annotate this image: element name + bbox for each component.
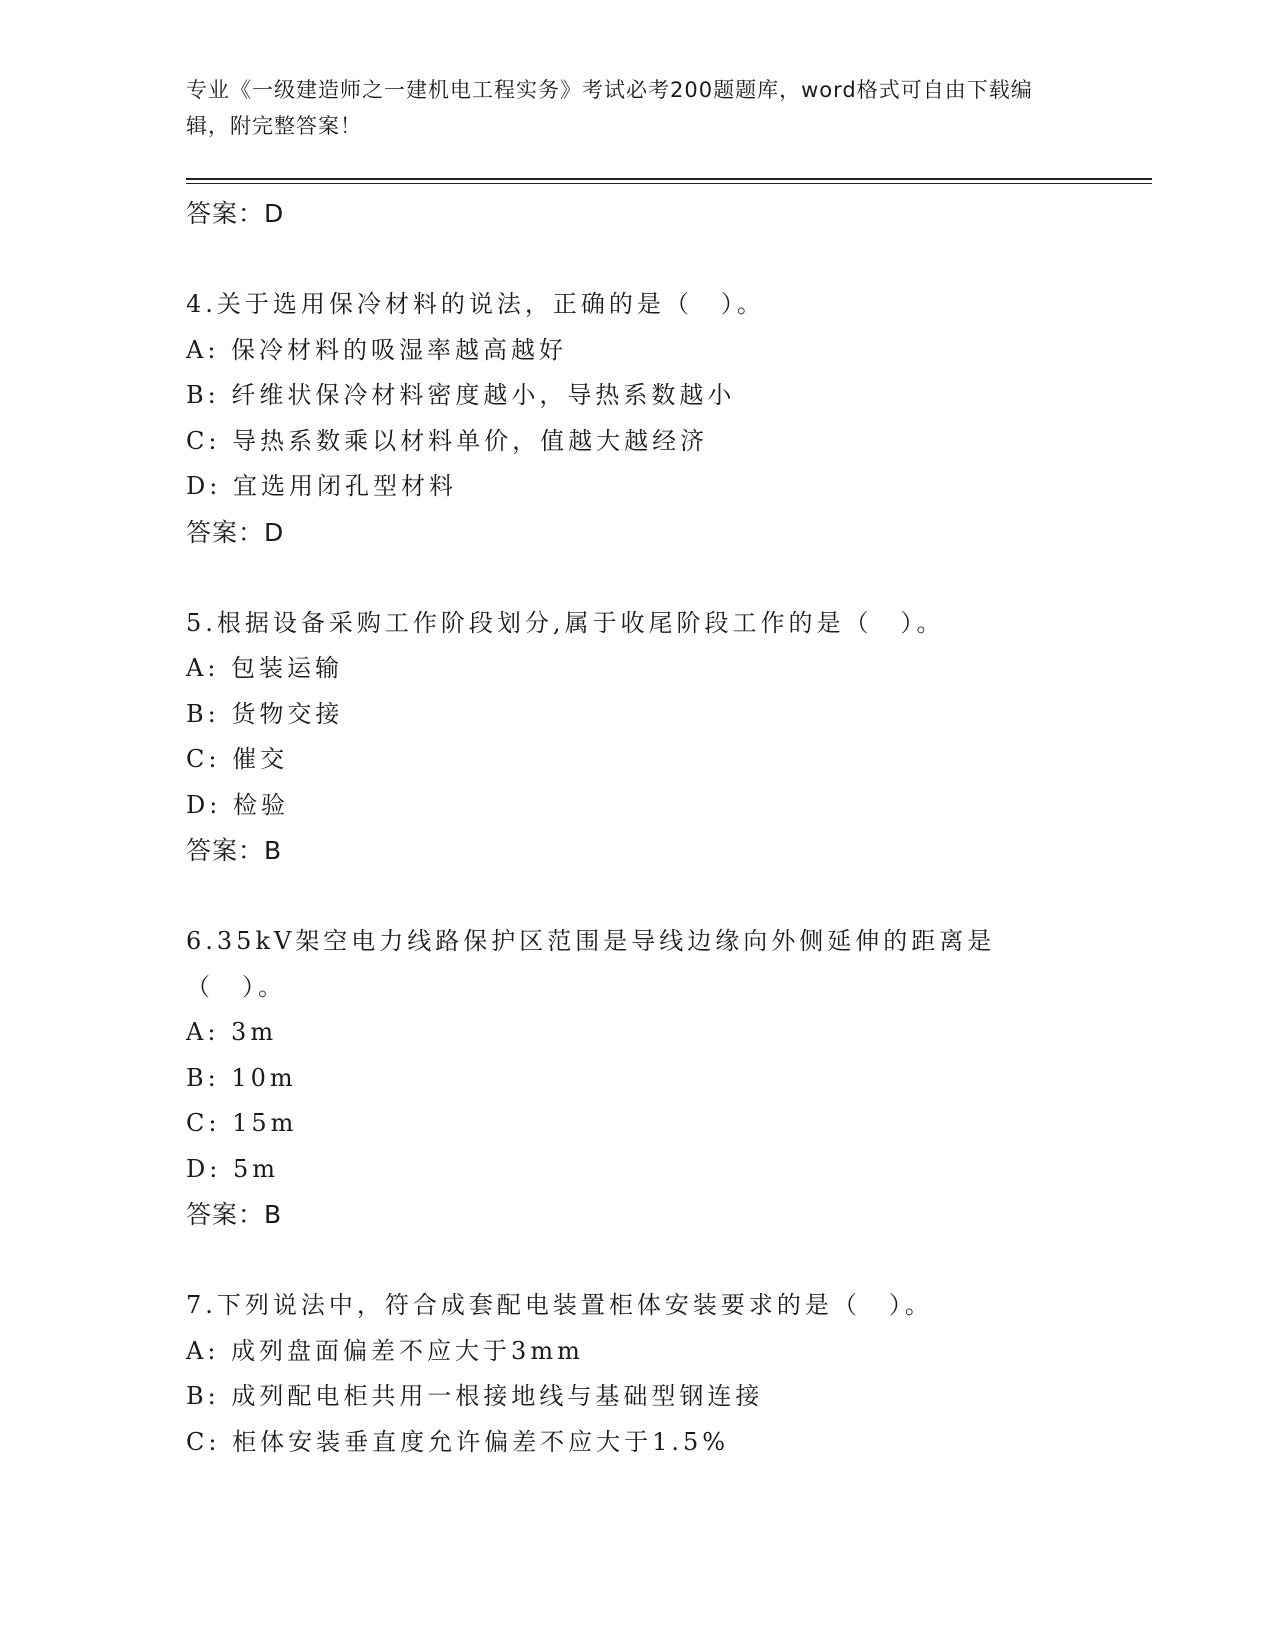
question-stem: 5.根据设备采购工作阶段划分,属于收尾阶段工作的是（ ）。 <box>186 608 945 637</box>
option-d: D: 检验 <box>186 790 289 819</box>
option-c: C: 柜体安装垂直度允许偏差不应大于1.5% <box>186 1427 730 1456</box>
answer-line: 答案：D <box>186 517 285 547</box>
question-5 <box>186 601 1146 874</box>
option-d: D: 5m <box>186 1154 279 1183</box>
header-divider-thick <box>186 178 1152 180</box>
option-a: A: 成列盘面偏差不应大于3mm <box>186 1336 584 1365</box>
question-6 <box>186 919 1146 1238</box>
option-c: C: 15m <box>186 1109 298 1137</box>
answer-line: 答案：B <box>186 836 283 865</box>
option-c: C: 导热系数乘以材料单价，值越大越经济 <box>186 426 709 455</box>
answer-line: 答案：B <box>186 1200 283 1229</box>
option-b: B: 纤维状保冷材料密度越小，导热系数越小 <box>186 381 736 409</box>
question-4 <box>186 282 1146 555</box>
header-divider-thin <box>186 183 1152 184</box>
spacer <box>186 237 1146 283</box>
question-7 <box>186 1283 1146 1465</box>
option-a: A: 3m <box>186 1018 278 1046</box>
question-stem: 6.35kV架空电力线路保护区范围是导线边缘向外侧延伸的距离是（ ）。 <box>186 927 996 1001</box>
option-a: A: 包装运输 <box>186 654 344 682</box>
option-b: B: 成列配电柜共用一根接地线与基础型钢连接 <box>186 1382 764 1410</box>
option-b: B: 10m <box>186 1063 297 1092</box>
spacer <box>186 1238 1146 1284</box>
question-stem: 7.下列说法中，符合成套配电装置柜体安装要求的是（ ）。 <box>186 1291 933 1319</box>
spacer <box>186 874 1146 920</box>
document-header: 专业《一级建造师之一建机电工程实务》考试必考200题题库，word格式可自由下载编辑，附完整答案！ <box>186 78 1033 138</box>
option-d: D: 宜选用闭孔型材料 <box>186 472 457 500</box>
option-b: B: 货物交接 <box>186 699 344 728</box>
answer-line: 答案：D <box>186 199 285 228</box>
option-c: C: 催交 <box>186 745 289 773</box>
option-a: A: 保冷材料的吸湿率越高越好 <box>186 335 568 364</box>
question-list <box>186 191 1146 1465</box>
spacer <box>186 555 1146 601</box>
question-stem: 4.关于选用保冷材料的说法，正确的是（ ）。 <box>186 290 765 318</box>
